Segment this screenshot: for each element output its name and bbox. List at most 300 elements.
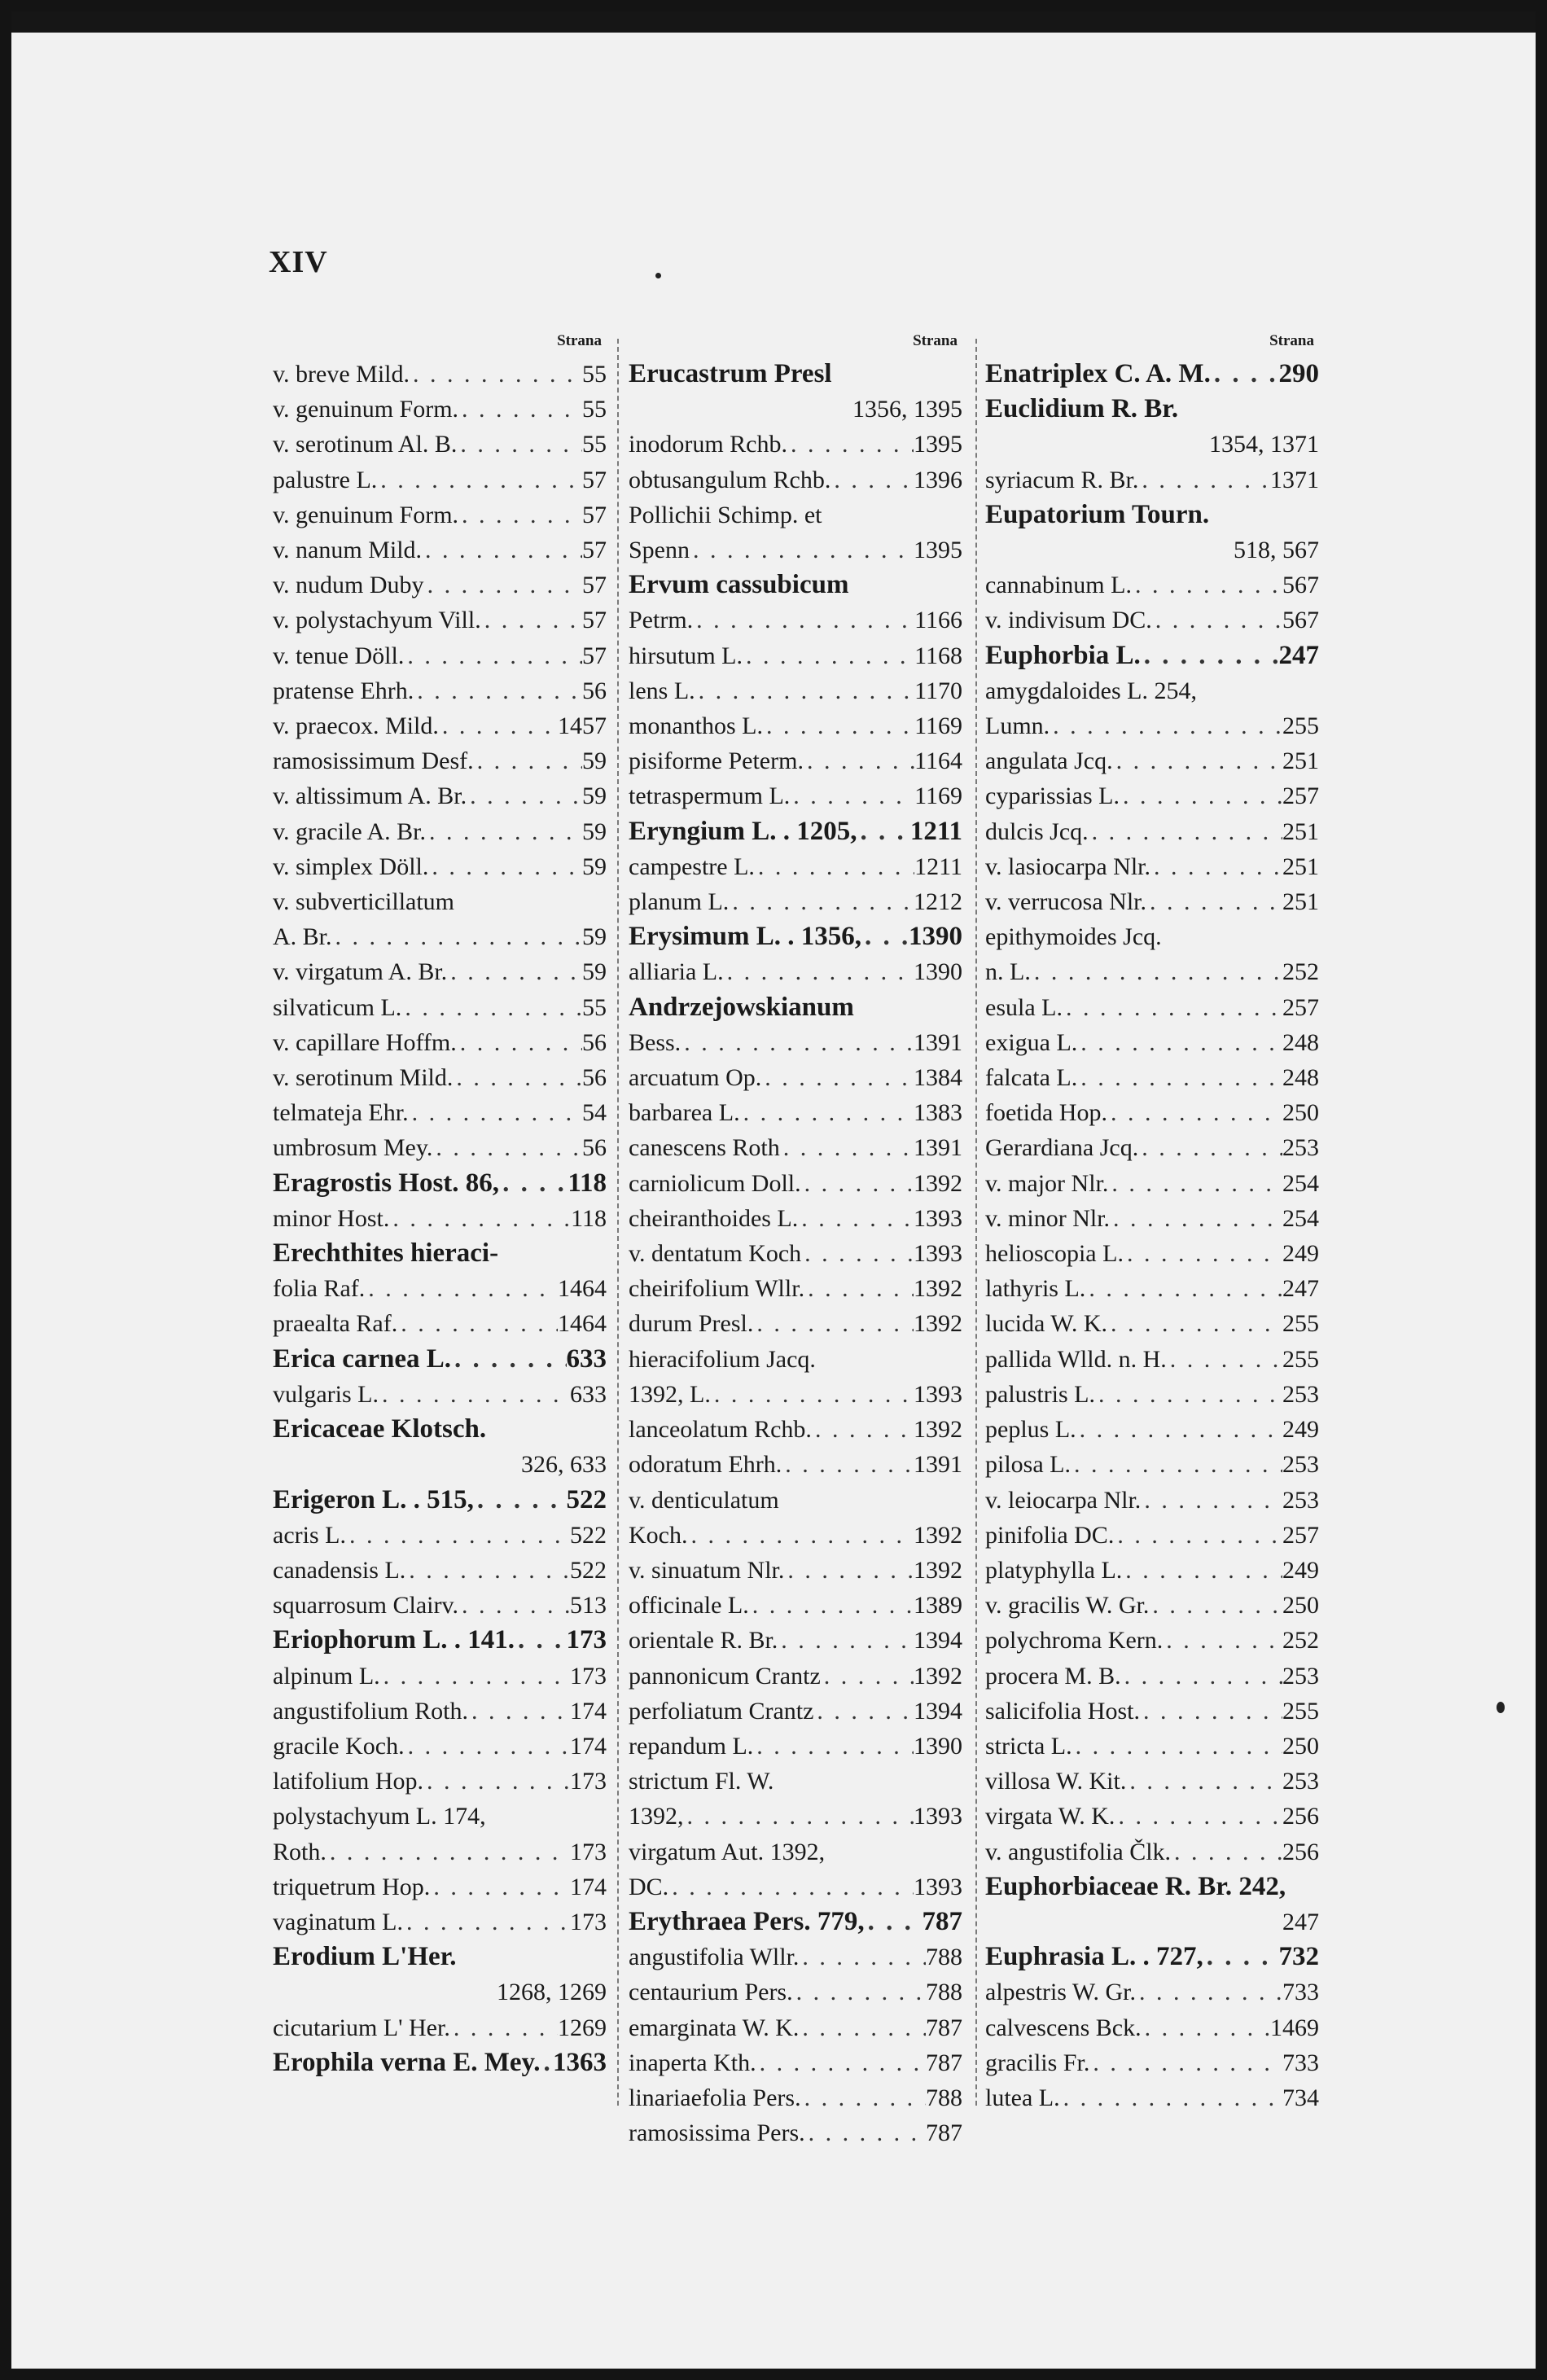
entry-name: syriacum R. Br. xyxy=(985,466,1139,493)
page-reference: 255 xyxy=(1282,712,1319,740)
dot-leader xyxy=(468,1694,570,1729)
dot-leader xyxy=(801,1236,914,1271)
page-reference: 1371 xyxy=(1270,466,1319,493)
dot-leader xyxy=(1171,1834,1282,1869)
page-reference: 1169 xyxy=(914,712,962,740)
page-reference: 326, 633 xyxy=(521,1451,607,1479)
index-entry xyxy=(629,1483,962,1518)
entry-name: calvescens Bck. xyxy=(985,2014,1142,2041)
index-entry xyxy=(629,1588,962,1623)
index-entry xyxy=(629,814,962,849)
page-reference: 253 xyxy=(1282,1486,1319,1514)
index-entry xyxy=(629,2080,962,2115)
page-reference: 247 xyxy=(1278,640,1319,670)
page-reference: 1391 xyxy=(914,1451,962,1479)
index-entry xyxy=(985,1025,1319,1060)
page-reference: 56 xyxy=(582,1134,607,1162)
entry-name: alpestris W. Gr. xyxy=(985,1979,1136,2006)
index-entry xyxy=(273,1729,607,1764)
page-reference: 1392 xyxy=(914,1521,962,1549)
dot-leader xyxy=(813,1694,914,1729)
page-reference: 1164 xyxy=(914,747,962,775)
entry-name: Eriophorum L. . 141. xyxy=(273,1625,515,1655)
index-entry xyxy=(629,533,962,568)
index-entry xyxy=(629,392,962,427)
entry-name: platyphylla L. xyxy=(985,1556,1123,1584)
page-reference: 255 xyxy=(1282,1345,1319,1373)
page-reference: 251 xyxy=(1282,817,1319,845)
page-reference: 513 xyxy=(570,1592,607,1620)
dot-leader xyxy=(1107,1306,1282,1341)
index-entry xyxy=(985,1306,1319,1341)
page-reference: 1392 xyxy=(914,1556,962,1584)
index-entry xyxy=(629,1623,962,1658)
index-entry xyxy=(273,814,607,849)
page-reference: 249 xyxy=(1282,1240,1319,1268)
index-entry xyxy=(629,2115,962,2150)
page-reference: 253 xyxy=(1282,1768,1319,1795)
entry-name: amygdaloides L. 254, xyxy=(985,677,1197,704)
dot-leader xyxy=(787,427,914,462)
entry-name: palustre L. xyxy=(273,466,378,493)
entry-name: angustifolia Wllr. xyxy=(629,1944,800,1971)
dot-leader xyxy=(1142,2010,1270,2045)
index-entry xyxy=(273,1623,607,1658)
dot-leader xyxy=(695,673,914,708)
page-reference: 54 xyxy=(582,1099,607,1127)
entry-name: v. angustifolia Člk. xyxy=(985,1838,1172,1865)
page-reference: 518, 567 xyxy=(1234,537,1319,564)
dot-leader xyxy=(439,708,558,743)
entry-name: v. denticulatum xyxy=(629,1486,779,1514)
page-reference: 1212 xyxy=(914,888,962,916)
page-reference: 257 xyxy=(1282,993,1319,1021)
index-entry xyxy=(273,533,607,568)
dot-leader xyxy=(365,1271,558,1306)
entry-name: repandum L. xyxy=(629,1732,754,1760)
page-reference: 57 xyxy=(582,607,607,634)
index-entry xyxy=(273,1166,607,1201)
entry-name: angustifolium Roth. xyxy=(273,1697,468,1725)
page-reference: 1392 xyxy=(914,1169,962,1197)
dot-leader xyxy=(724,954,914,989)
dot-leader xyxy=(830,462,914,497)
page-reference: 57 xyxy=(582,537,607,564)
entry-name: pannonicum Crantz xyxy=(629,1662,821,1690)
dot-leader xyxy=(790,778,914,813)
page-reference: 567 xyxy=(1282,607,1319,634)
page-reference: 1392 xyxy=(914,1310,962,1338)
page-reference: 247 xyxy=(1282,1275,1319,1303)
entry-name: umbrosum Mey. xyxy=(273,1134,433,1162)
entry-name: minor Host. xyxy=(273,1204,390,1232)
entry-name: Roth. xyxy=(273,1838,326,1865)
page-reference: 1464 xyxy=(558,1275,607,1303)
page-reference: 788 xyxy=(926,1944,962,1971)
column-header: Strana xyxy=(913,332,958,349)
index-entry xyxy=(985,427,1319,462)
index-entry xyxy=(273,1694,607,1729)
page-reference: 253 xyxy=(1282,1451,1319,1479)
entry-name: v. minor Nlr. xyxy=(985,1204,1111,1232)
dot-leader xyxy=(1152,603,1282,638)
dot-leader xyxy=(755,849,914,884)
column-entries xyxy=(629,357,962,2150)
page-reference: 59 xyxy=(582,747,607,775)
dot-leader xyxy=(1124,1236,1282,1271)
dot-leader xyxy=(1150,849,1282,884)
page-reference: 257 xyxy=(1282,1521,1319,1549)
entry-name: v. genuinum Form. xyxy=(273,396,459,423)
dot-leader xyxy=(432,1130,582,1165)
index-entry xyxy=(985,533,1319,568)
dot-leader xyxy=(1120,778,1282,813)
index-entry xyxy=(985,1447,1319,1482)
dot-leader xyxy=(1163,1623,1282,1658)
index-entry xyxy=(985,849,1319,884)
index-entry xyxy=(273,357,607,392)
dot-leader xyxy=(389,1201,571,1236)
page-reference: 59 xyxy=(582,923,607,951)
dot-leader xyxy=(1138,1130,1282,1165)
index-entry xyxy=(629,603,962,638)
index-entry xyxy=(985,990,1319,1025)
index-entry xyxy=(629,2010,962,2045)
page-reference: 173 xyxy=(566,1625,607,1655)
entry-name: falcata L. xyxy=(985,1064,1078,1092)
index-entry xyxy=(273,1834,607,1869)
index-entry xyxy=(985,1799,1319,1834)
page-reference: 55 xyxy=(582,431,607,458)
index-entry xyxy=(273,497,607,533)
entry-name: pinifolia DC. xyxy=(985,1521,1115,1549)
page-reference: 253 xyxy=(1282,1662,1319,1690)
index-entry xyxy=(629,1764,962,1799)
column-entries xyxy=(273,357,607,2080)
page-reference: 251 xyxy=(1282,747,1319,775)
index-entry xyxy=(629,884,962,919)
entry-name: v. capillare Hoffm. xyxy=(273,1028,457,1056)
dot-leader xyxy=(1132,568,1282,603)
index-entry xyxy=(985,1342,1319,1377)
entry-name: polystachyum L. 174, xyxy=(273,1803,486,1830)
dot-leader xyxy=(681,1025,914,1060)
index-entry xyxy=(629,954,962,989)
entry-name: cicutarium L' Her. xyxy=(273,2014,450,2041)
index-entry xyxy=(273,392,607,427)
page-reference: 250 xyxy=(1282,1732,1319,1760)
entry-name: Ericaceae Klotsch. xyxy=(273,1414,487,1444)
index-entry xyxy=(985,884,1319,919)
page-reference: 1396 xyxy=(914,466,962,493)
entry-name: epithymoides Jcq. xyxy=(985,923,1162,951)
entry-name: v. major Nlr. xyxy=(985,1169,1109,1197)
entry-name: v. leiocarpa Nlr. xyxy=(985,1486,1142,1514)
entry-name: v. serotinum Mild. xyxy=(273,1064,454,1092)
dot-leader xyxy=(1071,1447,1282,1482)
dot-leader xyxy=(404,638,582,673)
index-entry xyxy=(629,849,962,884)
dot-leader xyxy=(409,1095,582,1130)
dot-leader xyxy=(693,603,914,638)
dot-leader xyxy=(763,708,914,743)
entry-name: peplus L. xyxy=(985,1416,1076,1444)
entry-name: v. subverticillatum xyxy=(273,888,455,916)
index-entry xyxy=(629,1306,962,1341)
index-entry xyxy=(985,2045,1319,2080)
page-reference: 248 xyxy=(1282,1028,1319,1056)
dot-leader xyxy=(426,814,582,849)
index-entry xyxy=(273,2045,607,2080)
dot-leader xyxy=(799,1940,926,1975)
entry-name: v. nudum Duby xyxy=(273,572,424,599)
page-reference: 255 xyxy=(1282,1310,1319,1338)
index-entry xyxy=(273,673,607,708)
dot-leader xyxy=(457,427,582,462)
page-reference: 1393 xyxy=(914,1380,962,1408)
index-entry xyxy=(273,1447,607,1482)
entry-name: stricta L. xyxy=(985,1732,1072,1760)
entry-name: Gerardiana Jcq. xyxy=(985,1134,1139,1162)
index-entry xyxy=(273,2010,607,2045)
page-reference: 174 xyxy=(570,1873,607,1900)
index-entry xyxy=(985,1659,1319,1694)
index-entry xyxy=(985,1271,1319,1306)
entry-name: Koch. xyxy=(629,1521,688,1549)
page-reference: 1394 xyxy=(914,1697,962,1725)
index-entry xyxy=(629,427,962,462)
dot-leader xyxy=(1077,1060,1282,1095)
dot-leader xyxy=(780,1130,914,1165)
dot-leader xyxy=(379,1377,570,1412)
entry-name: procera M. B. xyxy=(985,1662,1121,1690)
dot-leader xyxy=(799,2010,926,2045)
index-entry xyxy=(273,1588,607,1623)
page-reference: 256 xyxy=(1282,1838,1319,1865)
entry-name: hieracifolium Jacq. xyxy=(629,1345,816,1373)
index-entry xyxy=(985,1236,1319,1271)
dot-leader xyxy=(821,1659,914,1694)
index-entry xyxy=(985,1729,1319,1764)
entry-name: tetraspermum L. xyxy=(629,782,791,810)
dot-leader xyxy=(458,392,582,427)
index-entry xyxy=(985,1869,1319,1904)
dot-leader xyxy=(430,1869,570,1904)
entry-name: orientale R. Br. xyxy=(629,1627,778,1655)
dot-leader xyxy=(729,884,914,919)
page-reference: 249 xyxy=(1282,1556,1319,1584)
index-entry xyxy=(985,1834,1319,1869)
dot-leader xyxy=(1077,1025,1282,1060)
index-entry xyxy=(629,1271,962,1306)
dot-leader xyxy=(458,497,582,533)
page-reference: 173 xyxy=(570,1838,607,1865)
index-entry xyxy=(273,1764,607,1799)
page-reference: 57 xyxy=(582,642,607,669)
entry-name: 1392, L. xyxy=(629,1380,711,1408)
index-entry xyxy=(985,1518,1319,1553)
entry-name: pratense Ehrh. xyxy=(273,677,414,704)
entry-name: acris L. xyxy=(273,1521,346,1549)
column-header: Strana xyxy=(557,332,602,349)
page-reference: 1390 xyxy=(909,922,962,952)
dot-leader xyxy=(784,1553,914,1588)
dot-leader xyxy=(805,2115,926,2150)
page-reference: 1392 xyxy=(914,1416,962,1444)
column-divider xyxy=(617,339,619,2106)
index-entry xyxy=(273,884,607,919)
entry-name: monanthos L. xyxy=(629,712,763,740)
page-reference: 522 xyxy=(570,1556,607,1584)
entry-name: Andrzejowskianum xyxy=(629,992,854,1022)
page-reference: 254 xyxy=(1282,1204,1319,1232)
entry-name: v. indivisum DC. xyxy=(985,607,1152,634)
page-reference: 1464 xyxy=(558,1310,607,1338)
page-reference: 733 xyxy=(1282,2049,1319,2076)
index-entry xyxy=(985,392,1319,427)
index-entry xyxy=(985,1904,1319,1940)
page-reference: 57 xyxy=(582,572,607,599)
dot-leader xyxy=(403,1904,570,1940)
entry-name: hirsutum L. xyxy=(629,642,743,669)
index-column-3 xyxy=(985,332,1319,2115)
index-entry xyxy=(273,1412,607,1447)
entry-name: pallida Wlld. n. H. xyxy=(985,1345,1167,1373)
entry-name: polychroma Kern. xyxy=(985,1627,1164,1655)
index-entry xyxy=(629,1694,962,1729)
index-entry xyxy=(273,1025,607,1060)
page-reference: 787 xyxy=(926,2119,962,2147)
index-entry xyxy=(629,743,962,778)
index-entry xyxy=(985,1095,1319,1130)
page-reference: 1391 xyxy=(914,1134,962,1162)
index-entry xyxy=(273,919,607,954)
index-entry xyxy=(629,1201,962,1236)
page-reference: 787 xyxy=(922,1906,962,1936)
dot-leader xyxy=(1113,743,1282,778)
page-reference: 56 xyxy=(582,1064,607,1092)
index-entry xyxy=(629,1060,962,1095)
dot-leader xyxy=(1060,2080,1282,2115)
page-reference: 1211 xyxy=(909,816,962,846)
page-reference: 1393 xyxy=(914,1873,962,1900)
entry-name: emarginata W. K. xyxy=(629,2014,800,2041)
column-header: Strana xyxy=(1269,332,1314,349)
page-reference: 59 xyxy=(582,853,607,880)
dot-leader xyxy=(1110,1201,1282,1236)
dot-leader xyxy=(756,2045,926,2080)
page-reference: 247 xyxy=(1282,1908,1319,1935)
entry-name: Pollichii Schimp. et xyxy=(629,501,822,528)
page-reference: 1393 xyxy=(914,1240,962,1268)
entry-name: virgata W. K. xyxy=(985,1803,1115,1830)
index-entry xyxy=(629,1940,962,1975)
page-reference: 1392 xyxy=(914,1275,962,1303)
entry-name: n. L. xyxy=(985,958,1031,986)
page-reference: 1169 xyxy=(914,782,962,810)
entry-name: lanceolatum Rchb. xyxy=(629,1416,812,1444)
dot-leader xyxy=(410,357,582,392)
page-reference: 59 xyxy=(582,782,607,810)
entry-name: Ervum cassubicum xyxy=(629,570,849,600)
page-reference: 1269 xyxy=(558,2014,607,2041)
scan-speck xyxy=(655,273,661,278)
entry-name: cheirifolium Wllr. xyxy=(629,1275,805,1303)
entry-name: Erysimum L. . 1356, xyxy=(629,922,862,952)
entry-name: alpinum L. xyxy=(273,1662,380,1690)
index-entry xyxy=(273,462,607,497)
entry-name: alliaria L. xyxy=(629,958,724,986)
page-reference: 732 xyxy=(1278,1942,1319,1972)
index-entry xyxy=(273,568,607,603)
index-entry xyxy=(273,1271,607,1306)
index-entry xyxy=(629,673,962,708)
column-divider xyxy=(975,339,977,2106)
dot-leader xyxy=(423,1764,570,1799)
index-entry xyxy=(629,1342,962,1377)
entry-name: virgatum Aut. 1392, xyxy=(629,1838,826,1865)
page-reference: 1393 xyxy=(914,1803,962,1830)
dot-leader xyxy=(346,1518,570,1553)
entry-name: silvaticum L. xyxy=(273,993,402,1021)
dot-leader xyxy=(1141,638,1279,673)
dot-leader xyxy=(424,568,582,603)
index-entry xyxy=(985,708,1319,743)
index-entry xyxy=(273,638,607,673)
entry-name: arcuatum Op. xyxy=(629,1064,762,1092)
dot-leader xyxy=(405,1729,570,1764)
dot-leader xyxy=(684,1799,914,1834)
entry-name: v. genuinum Form. xyxy=(273,501,459,528)
entry-name: Bess. xyxy=(629,1028,681,1056)
index-entry xyxy=(629,1166,962,1201)
index-entry xyxy=(273,778,607,813)
entry-name: folia Raf. xyxy=(273,1275,366,1303)
page-reference: 788 xyxy=(926,1979,962,2006)
index-entry xyxy=(629,1412,962,1447)
dot-leader xyxy=(1108,1166,1282,1201)
entry-name: cannabinum L. xyxy=(985,572,1132,599)
index-entry xyxy=(985,1553,1319,1588)
index-entry xyxy=(273,1904,607,1940)
entry-name: exigua L. xyxy=(985,1028,1078,1056)
page-reference: 1469 xyxy=(1270,2014,1319,2041)
dot-leader xyxy=(1121,1659,1282,1694)
page-reference: 522 xyxy=(566,1484,607,1514)
page-reference: 788 xyxy=(926,2084,962,2111)
dot-leader xyxy=(861,919,909,954)
page-reference: 252 xyxy=(1282,958,1319,986)
entry-name: barbarea L. xyxy=(629,1099,740,1127)
dot-leader xyxy=(753,1306,914,1341)
entry-name: Euphorbia L. xyxy=(985,640,1141,670)
dot-leader xyxy=(1146,884,1282,919)
page-reference: 250 xyxy=(1282,1099,1319,1127)
index-entry xyxy=(273,1095,607,1130)
page-reference: 56 xyxy=(582,677,607,704)
entry-name: lens L. xyxy=(629,677,695,704)
dot-leader xyxy=(812,1412,914,1447)
entry-name: vaginatum L. xyxy=(273,1908,403,1935)
dot-leader xyxy=(743,638,914,673)
dot-leader xyxy=(1141,1483,1282,1518)
index-entry xyxy=(273,954,607,989)
entry-name: Euclidium R. Br. xyxy=(985,394,1179,424)
index-entry xyxy=(629,1975,962,2010)
dot-leader xyxy=(422,533,582,568)
dot-leader xyxy=(740,1095,914,1130)
index-entry xyxy=(985,1483,1319,1518)
